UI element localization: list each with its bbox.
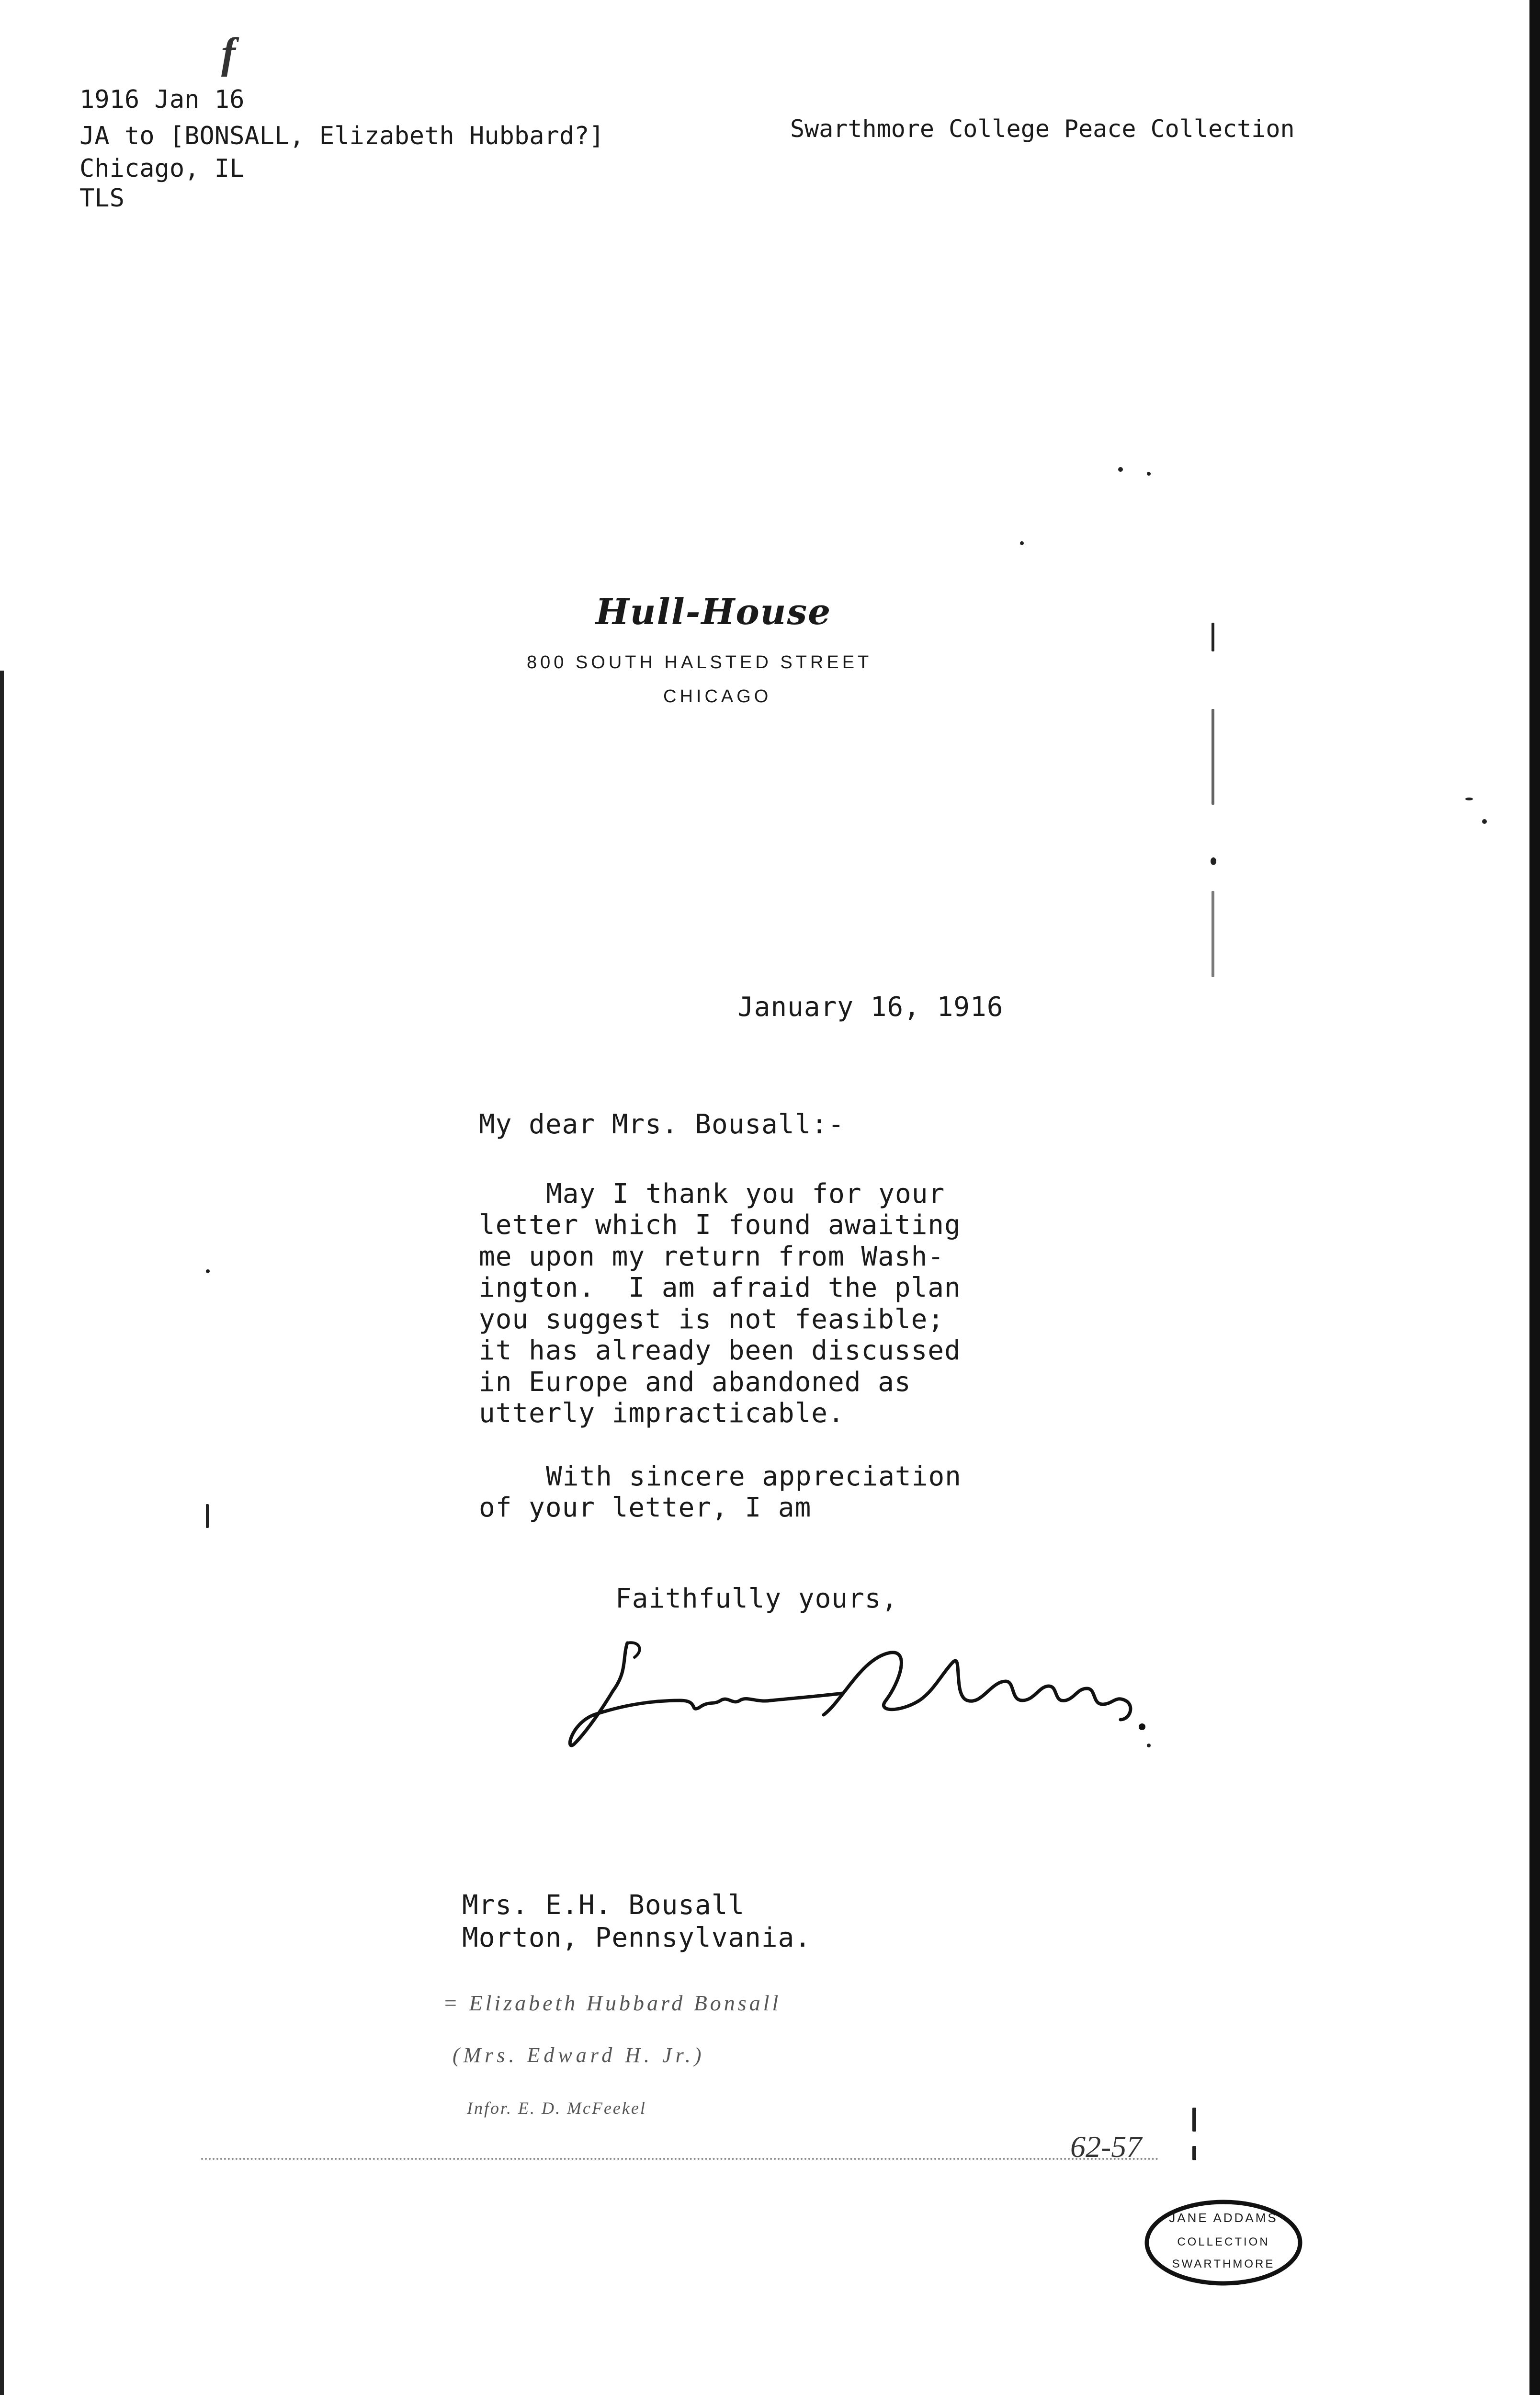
catalog-place: Chicago, IL (79, 154, 245, 183)
paragraph-line: in Europe and abandoned as (479, 1367, 911, 1398)
paragraph-line: ington. I am afraid the plan (479, 1272, 961, 1303)
stamp-line: COLLECTION (1177, 2235, 1270, 2248)
paragraph-line: letter which I found awaiting (479, 1209, 961, 1241)
paragraph-line: With sincere appreciation (546, 1461, 962, 1492)
recipient-address: Morton, Pennsylvania. (462, 1922, 812, 1953)
catalog-correspondents: JA to [BONSALL, Elizabeth Hubbard?] (79, 122, 604, 150)
paragraph-line: it has already been discussed (479, 1335, 961, 1366)
scan-edge-right (1529, 0, 1540, 2395)
paragraph-line: utterly impracticable. (479, 1398, 845, 1429)
scan-artifact-line (201, 2158, 1159, 2160)
scan-edge-left (0, 671, 4, 2395)
closing: Faithfully yours, (615, 1583, 898, 1614)
salutation: My dear Mrs. Bousall:- (479, 1109, 845, 1140)
paragraph-line: May I thank you for your (546, 1178, 945, 1209)
signature-image (555, 1629, 1178, 1772)
stamp-line: JANE ADDAMS (1169, 2211, 1278, 2225)
letterhead-city: CHICAGO (663, 686, 772, 707)
annotation-source: Infor. E. D. McFeekel (467, 2098, 646, 2118)
paragraph-line: of your letter, I am (479, 1492, 812, 1523)
stamp-line: SWARTHMORE (1172, 2258, 1275, 2270)
letter-date: January 16, 1916 (737, 992, 1004, 1023)
annotation-name: = Elizabeth Hubbard Bonsall (443, 1991, 781, 2015)
corner-mark: f (221, 30, 236, 77)
recipient-name: Mrs. E.H. Bousall (462, 1890, 745, 1921)
letterhead-address: 800 SOUTH HALSTED STREET (527, 652, 872, 673)
catalog-type: TLS (79, 184, 125, 213)
letterhead-name: Hull-House (595, 592, 832, 633)
catalog-date: 1916 Jan 16 (79, 85, 245, 114)
collection-label: Swarthmore College Peace Collection (790, 115, 1295, 143)
collection-stamp (1142, 2196, 1305, 2290)
paragraph-line: me upon my return from Wash- (479, 1241, 945, 1272)
annotation-number: 62-57 (1070, 2130, 1142, 2164)
annotation-spouse: (Mrs. Edward H. Jr.) (453, 2043, 705, 2067)
paragraph-line: you suggest is not feasible; (479, 1304, 945, 1335)
